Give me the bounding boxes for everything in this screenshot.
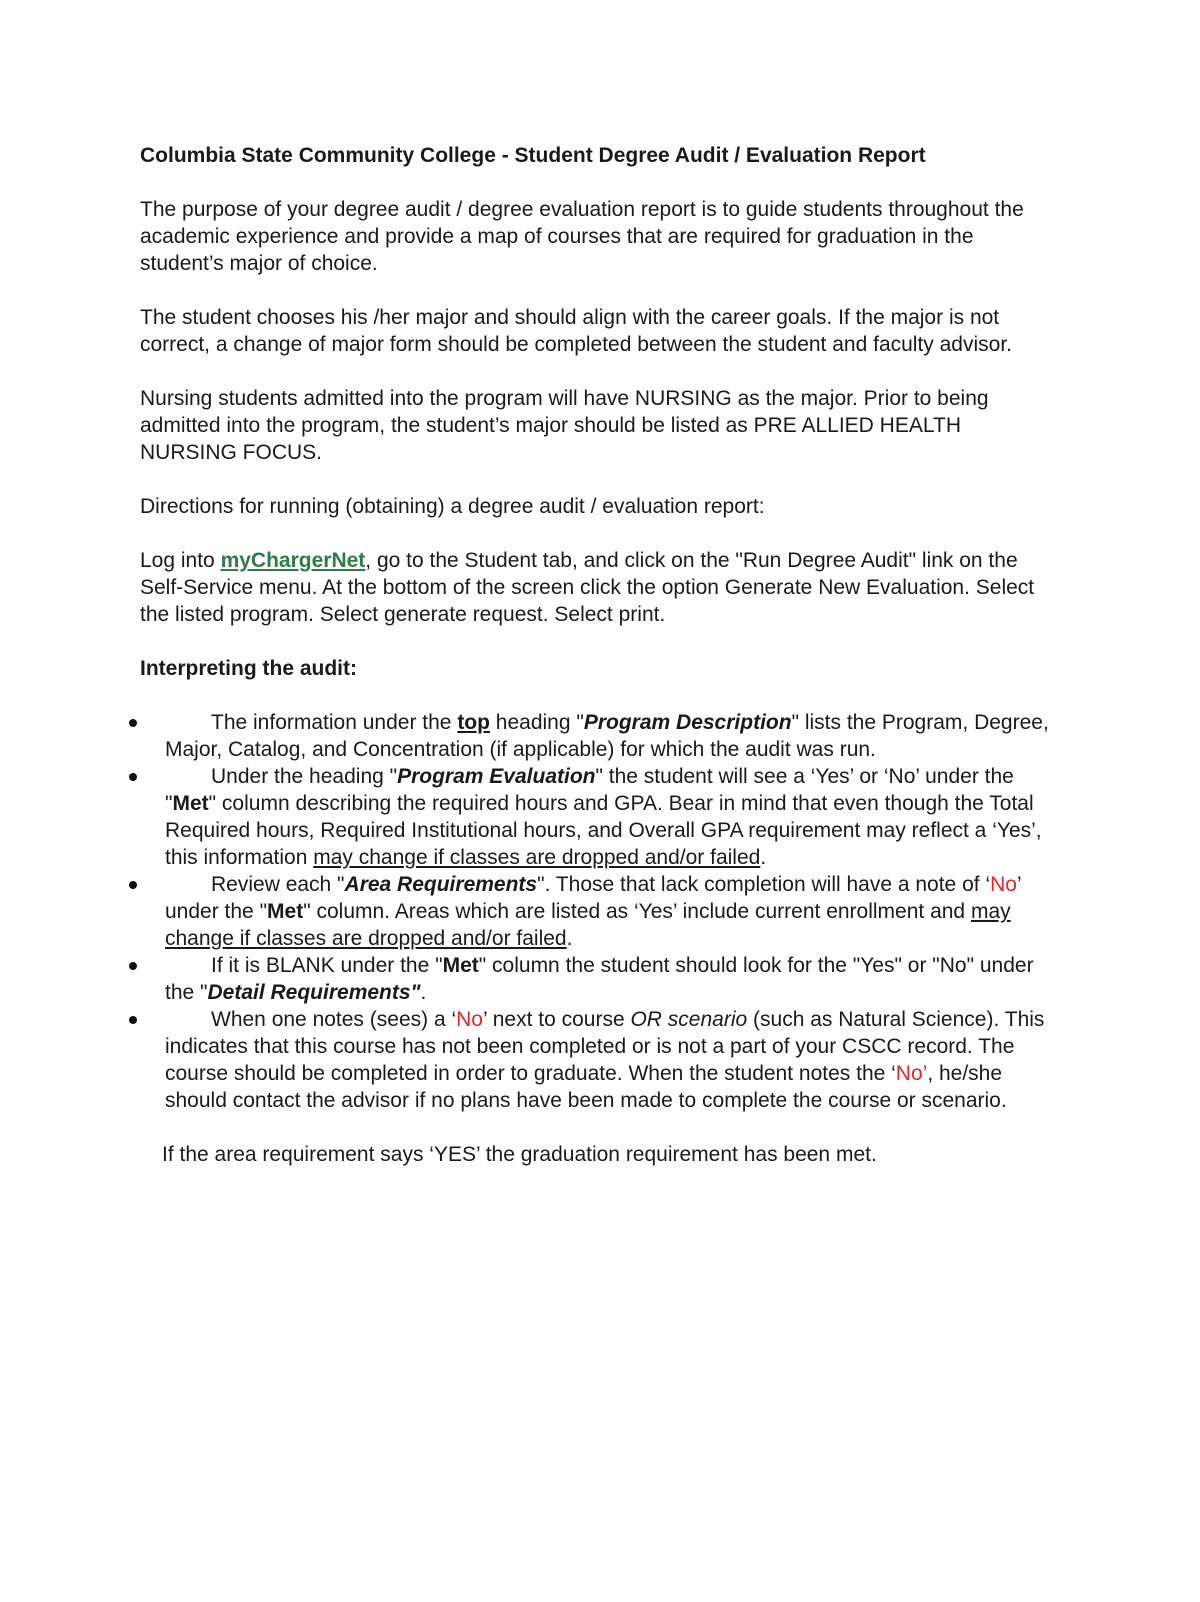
mychargernet-link[interactable]: myChargerNet xyxy=(220,549,366,572)
document-title: Columbia State Community College - Student Degree Audit / Evaluation Report xyxy=(140,144,926,167)
list-item: Under the heading "Program Evaluation" the student will see a ‘Yes’ or ‘No’ under the "Met" column describing the required hours and GPA. Bear in mind that even though the Total Required hours, Required Institutional hours, and Overall GPA requirement may reflect a ‘Yes’, this information may change if classes are dropped and/or failed. xyxy=(140,763,1060,871)
paragraph-directions: Directions for running (obtaining) a degree audit / evaluation report: xyxy=(140,495,765,518)
section-heading: Interpreting the audit: xyxy=(140,657,357,680)
or-scenario-term: OR scenario xyxy=(630,1008,748,1031)
document-content xyxy=(140,142,1060,1168)
met-term: Met xyxy=(442,954,479,977)
list-item: If it is BLANK under the "Met" column the student should look for the "Yes" or "No" under the "Detail Requirements". xyxy=(140,952,1060,1006)
bullet-icon xyxy=(129,1016,137,1024)
program-evaluation-term: Program Evaluation xyxy=(397,765,596,788)
met-term: Met xyxy=(172,792,209,815)
bullet-icon xyxy=(129,962,137,970)
closing-note: If the area requirement says ‘YES’ the graduation requirement has been met. xyxy=(162,1143,877,1166)
list-item: Review each "Area Requirements". Those that lack completion will have a note of ‘No’ under the "Met" column. Areas which are listed as ‘Yes’ include current enrollment and may change if classes are dropped and/or failed. xyxy=(140,871,1060,952)
top-emphasis: top xyxy=(457,711,490,734)
bullet-icon xyxy=(129,719,137,727)
met-term: Met xyxy=(267,900,304,923)
list-item: When one notes (sees) a ‘No’ next to course OR scenario (such as Natural Science). This indicates that this course has not been completed or is not a part of your CSCC record. The course should be completed in order to graduate. When the student notes the ‘No’, he/she should contact the advisor if no plans have been made to complete the course or scenario. xyxy=(140,1006,1060,1114)
area-requirements-term: Area Requirements xyxy=(344,873,538,896)
bullet-icon xyxy=(129,881,137,889)
no-value: No’ xyxy=(895,1062,928,1085)
list-item: The information under the top heading "Program Description" lists the Program, Degree, Major, Catalog, and Concentration (if applicable) for which the audit was run. xyxy=(140,709,1060,763)
login-text-a: Log into xyxy=(140,549,221,572)
login-text-b: , go to the Student tab, and click on the "Run Degree Audit" link on the Self-Service menu. At the bottom of the screen click the option Generate New Evaluation. Select the listed program. Select generate request. Select print. xyxy=(140,549,1035,626)
paragraph-nursing: Nursing students admitted into the program will have NURSING as the major. Prior to being admitted into the program, the student’s major should be listed as PRE ALLIED HEALTH NURSING FOCUS. xyxy=(140,387,989,464)
no-value: No xyxy=(456,1008,483,1031)
underlined-warning: may change if classes are dropped and/or failed xyxy=(313,846,761,869)
paragraph-major: The student chooses his /her major and should align with the career goals. If the major is not correct, a change of major form should be completed between the student and faculty advisor. xyxy=(140,306,1013,356)
program-description-term: Program Description xyxy=(583,711,792,734)
interpretation-list xyxy=(140,709,1060,1114)
no-value: No xyxy=(990,873,1017,896)
bullet-icon xyxy=(129,773,137,781)
paragraph-purpose: The purpose of your degree audit / degree evaluation report is to guide students throughout the academic experience and provide a map of courses that are required for graduation in the student’s major of choice. xyxy=(140,198,1024,275)
underlined-warning: may change if classes are dropped and/or failed xyxy=(165,900,1011,950)
paragraph-login xyxy=(140,547,1060,628)
detail-requirements-term: Detail Requirements" xyxy=(207,981,421,1004)
